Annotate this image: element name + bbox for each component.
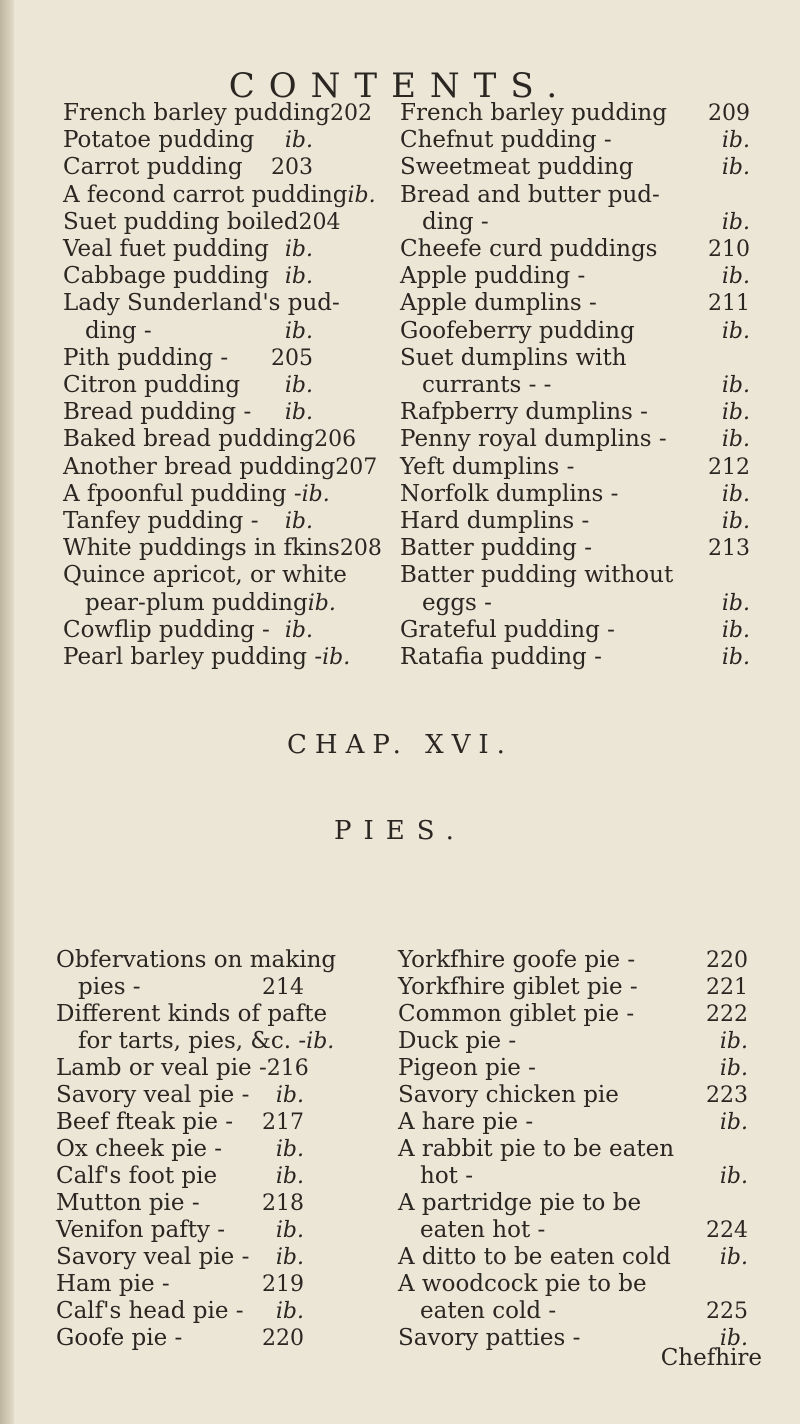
contents-entry [398, 1109, 748, 1136]
entry-page-number: 211 [708, 291, 750, 317]
entry-title: Bread and butter pud- [400, 181, 660, 208]
section-heading: PIES. [334, 816, 466, 846]
contents-entry [398, 1082, 748, 1109]
entry-title: A hare pie - [398, 1109, 534, 1135]
entry-title: Mutton pie - [56, 1190, 200, 1216]
entry-title: A rabbit pie to be eaten [398, 1136, 675, 1162]
entry-title: A ditto to be eaten cold [398, 1244, 671, 1270]
entry-page-number: ib. [721, 645, 750, 671]
entry-title: Pigeon pie - [398, 1055, 536, 1081]
contents-entry [400, 454, 750, 481]
entry-title: Beef fteak pie - [56, 1109, 234, 1135]
entry-page-number: ib. [721, 481, 750, 507]
entry-page-number: 206 [314, 427, 357, 453]
contents-entry [398, 1055, 748, 1082]
entry-title: eggs - [422, 589, 492, 616]
entry-title: Baked bread pudding [63, 426, 315, 453]
entry-page-number: 223 [706, 1083, 748, 1108]
entry-page-number: ib. [275, 1083, 304, 1108]
entry-title: for tarts, pies, &c. - [78, 1028, 307, 1054]
entry-title: Quince apricot, or white [63, 562, 347, 589]
entry-title: Duck pie - [398, 1028, 517, 1054]
chapter-heading: CHAP. XVI. [287, 730, 513, 760]
contents-column-1 [63, 100, 382, 671]
entry-title: Yorkfhire giblet pie - [398, 974, 638, 1000]
entry-page-number: 219 [262, 1272, 304, 1297]
entry-page-number: 213 [708, 536, 750, 562]
entry-title: Cabbage pudding [63, 263, 269, 290]
entry-title: Goofeberry pudding [400, 317, 635, 344]
contents-entry [398, 1271, 748, 1298]
entry-page-number: ib. [719, 1245, 748, 1270]
page-binding-edge [0, 0, 14, 1424]
entry-page-number: 217 [262, 1110, 304, 1135]
entry-page-number: ib. [284, 128, 313, 154]
entry-title: Carrot pudding [63, 154, 243, 181]
entry-page-number: ib. [307, 590, 336, 616]
contents-entry [400, 617, 750, 644]
entry-page-number: ib. [284, 509, 313, 535]
entry-title: French barley pudding [63, 100, 330, 126]
contents-entry [63, 372, 313, 399]
contents-entry [56, 1244, 304, 1271]
entry-title: Apple pudding - [400, 263, 586, 290]
entry-title: Potatoe pudding [63, 127, 255, 154]
contents-entry [63, 644, 351, 671]
contents-entry [400, 345, 750, 372]
contents-entry [56, 1028, 335, 1055]
entry-title: Sweetmeat pudding [400, 154, 634, 181]
contents-entry [56, 1109, 304, 1136]
entry-title: Lady Sunderland's pud- [63, 290, 340, 317]
contents-entry [398, 947, 748, 974]
contents-entry [63, 426, 357, 453]
contents-entry [398, 1001, 748, 1028]
contents-entry [398, 1028, 748, 1055]
contents-entry [400, 127, 750, 154]
entry-title: Penny royal dumplins - [400, 426, 667, 453]
entry-title: Veal fuet pudding [63, 236, 269, 263]
contents-entry [400, 318, 750, 345]
contents-entry [400, 182, 750, 209]
entry-title: Suet pudding boiled [63, 208, 299, 235]
entry-page-number: 220 [262, 1326, 304, 1351]
entry-page-number: ib. [721, 617, 750, 643]
contents-entry [63, 562, 347, 589]
contents-entry [56, 1082, 304, 1109]
contents-entry [63, 480, 330, 508]
entry-title: Hard dumplins - [400, 508, 590, 535]
entry-title: Ratafia pudding - [400, 644, 602, 671]
contents-entry [400, 100, 750, 127]
entry-title: ding - [422, 208, 489, 235]
entry-page-number: ib. [721, 427, 750, 453]
entry-page-number: 204 [298, 209, 341, 235]
entry-title: Batter pudding without [400, 562, 674, 589]
contents-entry [63, 453, 378, 481]
contents-entry [63, 290, 340, 317]
entry-title: Savory patties - [398, 1325, 581, 1351]
entry-page-number: ib. [721, 400, 750, 426]
entry-title: hot - [420, 1163, 473, 1189]
entry-title: ding - [85, 317, 152, 344]
page-title: CONTENTS. [228, 66, 572, 106]
entry-title: Tanfey pudding - [63, 508, 259, 535]
entry-title: Another bread pudding [63, 453, 336, 480]
entry-title: Pith pudding - [63, 344, 229, 371]
entry-page-number: 210 [708, 237, 750, 263]
entry-page-number: ib. [721, 509, 750, 535]
contents-entry [400, 154, 750, 181]
entry-title: Calf's foot pie [56, 1163, 218, 1189]
contents-entry [63, 318, 313, 345]
contents-entry [400, 399, 750, 426]
entry-page-number: 212 [708, 454, 750, 480]
entry-page-number: 225 [706, 1299, 748, 1324]
contents-column-2 [400, 100, 750, 671]
entry-page-number: 221 [706, 975, 748, 1000]
contents-entry [56, 1136, 304, 1163]
contents-entry [63, 345, 313, 372]
entry-page-number: 220 [706, 948, 748, 973]
entry-page-number: ib. [275, 1299, 304, 1324]
entry-title: Norfolk dumplins - [400, 480, 619, 507]
entry-title: Batter pudding - [400, 535, 592, 562]
entry-page-number: ib. [284, 400, 313, 426]
contents-entry [400, 644, 750, 671]
entry-page-number: ib. [719, 1326, 748, 1351]
entry-page-number: ib. [719, 1056, 748, 1081]
entry-page-number: ib. [301, 481, 330, 507]
contents-entry [400, 372, 750, 399]
contents-entry [63, 208, 341, 236]
entry-page-number: ib. [322, 645, 351, 671]
contents-entry [56, 1163, 304, 1190]
entry-page-number: 218 [262, 1191, 304, 1216]
contents-entry [56, 1001, 328, 1028]
entry-page-number: ib. [719, 1029, 748, 1054]
entry-title: Cowflip pudding - [63, 616, 270, 643]
entry-title: Ox cheek pie - [56, 1136, 223, 1162]
entry-page-number: ib. [721, 318, 750, 344]
entry-title: Chefnut pudding - [400, 127, 612, 154]
entry-page-number: ib. [275, 1218, 304, 1243]
entry-title: Savory chicken pie [398, 1082, 619, 1108]
contents-entry [63, 263, 313, 290]
entry-page-number: ib. [284, 237, 313, 263]
contents-entry [56, 974, 304, 1001]
entry-page-number: 216 [266, 1056, 309, 1081]
entry-title: A woodcock pie to be [398, 1271, 647, 1297]
entry-page-number: 203 [271, 155, 313, 181]
entry-title: pies - [78, 974, 141, 1000]
contents-entry [400, 236, 750, 263]
entry-title: Citron pudding [63, 372, 241, 399]
contents-column-4 [398, 947, 748, 1352]
contents-entry [63, 617, 313, 644]
entry-title: Cheefe curd puddings [400, 236, 658, 263]
entry-title: Obfervations on making [56, 947, 337, 973]
entry-page-number: 222 [706, 1002, 748, 1027]
contents-entry [398, 1163, 748, 1190]
contents-entry [56, 1298, 304, 1325]
entry-title: Bread pudding - [63, 399, 252, 426]
entry-title: French barley pudding [400, 100, 667, 126]
entry-page-number: 224 [706, 1218, 748, 1243]
entry-title: pear-plum pudding [85, 589, 308, 616]
entry-page-number: ib. [284, 617, 313, 643]
entry-title: A partridge pie to be [398, 1190, 642, 1216]
entry-title: Savory veal pie - [56, 1082, 250, 1108]
entry-title: Venifon pafty - [56, 1217, 226, 1243]
entry-title: Yorkfhire goofe pie - [398, 947, 636, 973]
contents-entry [400, 508, 750, 535]
entry-title: Different kinds of pafte [56, 1001, 328, 1027]
entry-page-number: ib. [721, 209, 750, 235]
contents-entry [63, 508, 313, 535]
entry-page-number: 209 [708, 101, 750, 126]
contents-entry [56, 947, 337, 974]
contents-entry [398, 1136, 748, 1163]
entry-page-number: ib. [719, 1110, 748, 1135]
entry-title: currants - - [422, 372, 552, 399]
entry-title: Calf's head pie - [56, 1298, 244, 1324]
entry-title: Grateful pudding - [400, 616, 615, 643]
contents-entry [63, 589, 336, 617]
contents-entry [398, 974, 748, 1001]
entry-title: eaten cold - [420, 1298, 557, 1324]
entry-page-number: ib. [284, 318, 313, 344]
entry-title: A fecond carrot pudding [63, 181, 348, 208]
catchword: Chefhire [660, 1345, 762, 1371]
contents-entry [63, 100, 372, 127]
contents-entry [63, 127, 313, 154]
contents-column-3 [56, 947, 337, 1352]
contents-entry [398, 1244, 748, 1271]
entry-title: eaten hot - [420, 1217, 546, 1243]
entry-page-number: ib. [721, 155, 750, 181]
entry-title: Apple dumplins - [400, 290, 597, 317]
entry-title: Savory veal pie - [56, 1244, 250, 1270]
entry-page-number: 207 [335, 454, 378, 480]
entry-page-number: 202 [329, 101, 372, 126]
contents-entry [400, 426, 750, 453]
entry-page-number: ib. [721, 590, 750, 616]
contents-entry [56, 1055, 309, 1082]
entry-title: Ham pie - [56, 1271, 170, 1297]
entry-title: A fpoonful pudding - [63, 480, 302, 507]
entry-title: Lamb or veal pie - [56, 1055, 267, 1081]
entry-title: Goofe pie - [56, 1325, 183, 1351]
entry-title: White puddings in fkins [63, 535, 340, 562]
contents-entry [63, 399, 313, 426]
contents-entry [400, 535, 750, 562]
contents-entry [63, 154, 313, 181]
entry-page-number: ib. [719, 1164, 748, 1189]
contents-entry [400, 481, 750, 508]
entry-page-number: ib. [347, 182, 376, 208]
contents-entry [63, 535, 382, 562]
entry-title: Pearl barley pudding - [63, 644, 323, 671]
contents-entry [400, 590, 750, 617]
contents-entry [63, 181, 376, 209]
contents-entry [400, 290, 750, 317]
entry-page-number: ib. [275, 1137, 304, 1162]
entry-page-number: 205 [271, 345, 313, 371]
entry-page-number: ib. [275, 1245, 304, 1270]
entry-page-number: ib. [275, 1164, 304, 1189]
entry-page-number: ib. [721, 128, 750, 154]
entry-title: Common giblet pie - [398, 1001, 635, 1027]
contents-entry [400, 209, 750, 236]
contents-entry [400, 263, 750, 290]
contents-entry [398, 1217, 748, 1244]
entry-title: Yeft dumplins - [400, 453, 575, 480]
contents-entry [398, 1190, 748, 1217]
entry-title: Suet dumplins with [400, 344, 627, 371]
contents-entry [56, 1271, 304, 1298]
contents-entry [63, 236, 313, 263]
entry-page-number: ib. [721, 264, 750, 290]
entry-page-number: ib. [284, 264, 313, 290]
contents-entry [56, 1325, 304, 1352]
contents-entry [400, 562, 750, 589]
entry-page-number: 214 [262, 975, 304, 1000]
entry-title: Rafpberry dumplins - [400, 399, 648, 426]
entry-page-number: ib. [721, 373, 750, 399]
entry-page-number: ib. [284, 373, 313, 399]
contents-entry [56, 1190, 304, 1217]
entry-page-number: ib. [306, 1029, 335, 1054]
contents-entry [398, 1298, 748, 1325]
contents-entry [56, 1217, 304, 1244]
entry-page-number: 208 [339, 536, 382, 562]
